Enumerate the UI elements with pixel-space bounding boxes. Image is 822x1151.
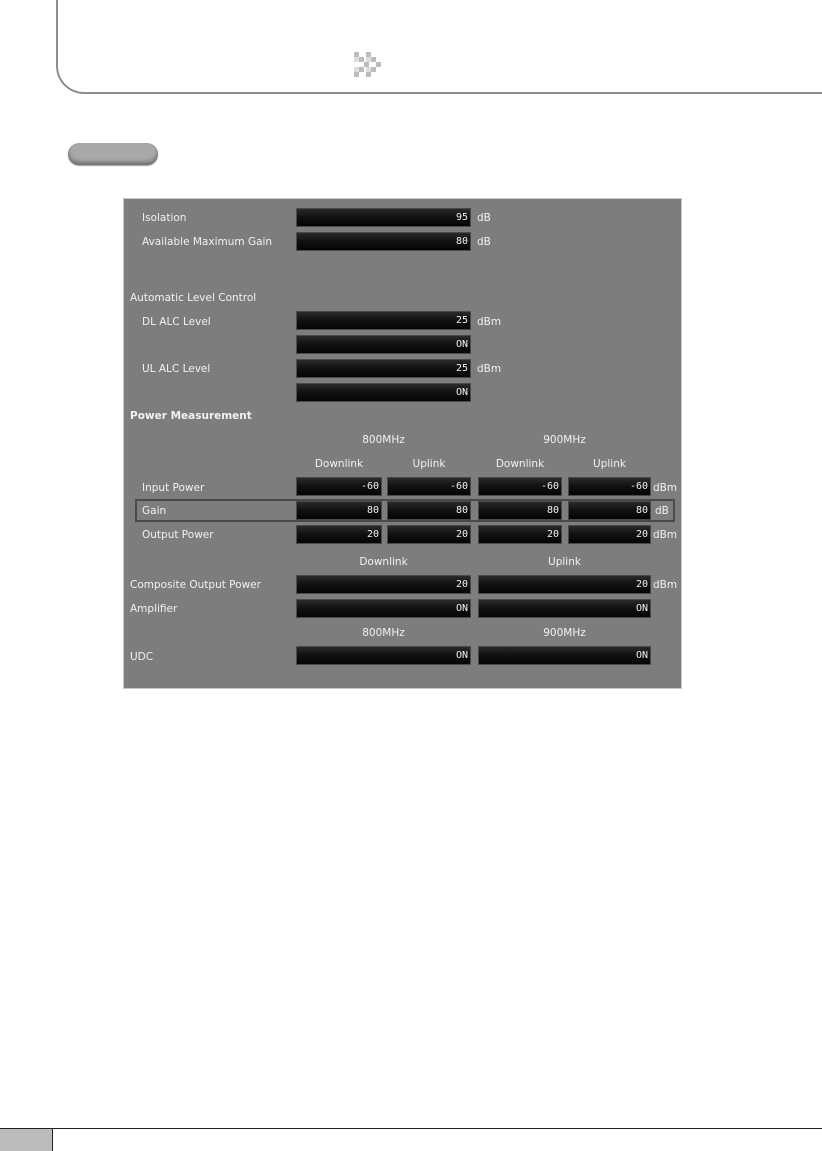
gain-900-dl: 80 xyxy=(478,501,562,520)
ul-alc-state-field: ON xyxy=(296,383,471,402)
footer-page-tab xyxy=(0,1129,53,1151)
col-downlink-800: Downlink xyxy=(314,458,364,470)
output-power-900-ul: 20 xyxy=(568,525,651,544)
ul-alc-label: UL ALC Level xyxy=(142,363,211,375)
gain-unit: dB xyxy=(655,505,669,517)
output-power-900-dl: 20 xyxy=(478,525,562,544)
composite-output-label: Composite Output Power xyxy=(130,579,261,591)
input-power-900-dl: -60 xyxy=(478,477,562,496)
dl-alc-state-field: ON xyxy=(296,335,471,354)
output-power-unit: dBm xyxy=(653,529,678,541)
ul-alc-level-field: 25 xyxy=(296,359,471,378)
composite-output-ul-field: 20 xyxy=(478,575,651,594)
dl-alc-level-field: 25 xyxy=(296,311,471,330)
isolation-label: Isolation xyxy=(142,212,187,224)
gain-label: Gain xyxy=(142,505,167,517)
amplifier-ul-field: ON xyxy=(478,599,651,618)
gain-row-highlight xyxy=(135,499,675,522)
band-800-header: 800MHz xyxy=(362,434,405,446)
ul-alc-unit: dBm xyxy=(477,363,502,375)
max-gain-label: Available Maximum Gain xyxy=(142,236,273,248)
udc-900-header: 900MHz xyxy=(543,627,586,639)
amplifier-dl-field: ON xyxy=(296,599,471,618)
footer-rule xyxy=(0,1128,822,1129)
double-chevron-icon xyxy=(354,52,386,78)
max-gain-unit: dB xyxy=(477,236,491,248)
isolation-unit: dB xyxy=(477,212,491,224)
composite-uplink-header: Uplink xyxy=(548,556,581,568)
output-power-label: Output Power xyxy=(142,529,214,541)
composite-output-dl-field: 20 xyxy=(296,575,471,594)
gain-800-dl: 80 xyxy=(296,501,382,520)
output-power-800-dl: 20 xyxy=(296,525,382,544)
col-uplink-800: Uplink xyxy=(412,458,446,470)
power-section-title: Power Measurement xyxy=(130,410,252,422)
input-power-800-ul: -60 xyxy=(387,477,471,496)
composite-output-unit: dBm xyxy=(653,579,678,591)
header-frame xyxy=(56,0,822,94)
gain-800-ul: 80 xyxy=(387,501,471,520)
max-gain-value-field: 80 xyxy=(296,232,471,251)
gain-900-ul: 80 xyxy=(568,501,651,520)
band-900-header: 900MHz xyxy=(543,434,586,446)
col-downlink-900: Downlink xyxy=(495,458,545,470)
alc-section-title: Automatic Level Control xyxy=(130,292,257,304)
composite-downlink-header: Downlink xyxy=(359,556,408,568)
udc-800-header: 800MHz xyxy=(362,627,405,639)
input-power-800-dl: -60 xyxy=(296,477,382,496)
output-power-800-ul: 20 xyxy=(387,525,471,544)
amplifier-label: Amplifier xyxy=(130,603,178,615)
dl-alc-unit: dBm xyxy=(477,316,502,328)
input-power-label: Input Power xyxy=(142,482,205,494)
dl-alc-label: DL ALC Level xyxy=(142,316,211,328)
udc-label: UDC xyxy=(130,651,154,663)
udc-900-field: ON xyxy=(478,646,651,665)
isolation-value-field: 95 xyxy=(296,208,471,227)
col-uplink-900: Uplink xyxy=(593,458,626,470)
section-tab xyxy=(68,143,158,165)
input-power-unit: dBm xyxy=(653,482,678,494)
input-power-900-ul: -60 xyxy=(568,477,651,496)
udc-800-field: ON xyxy=(296,646,471,665)
